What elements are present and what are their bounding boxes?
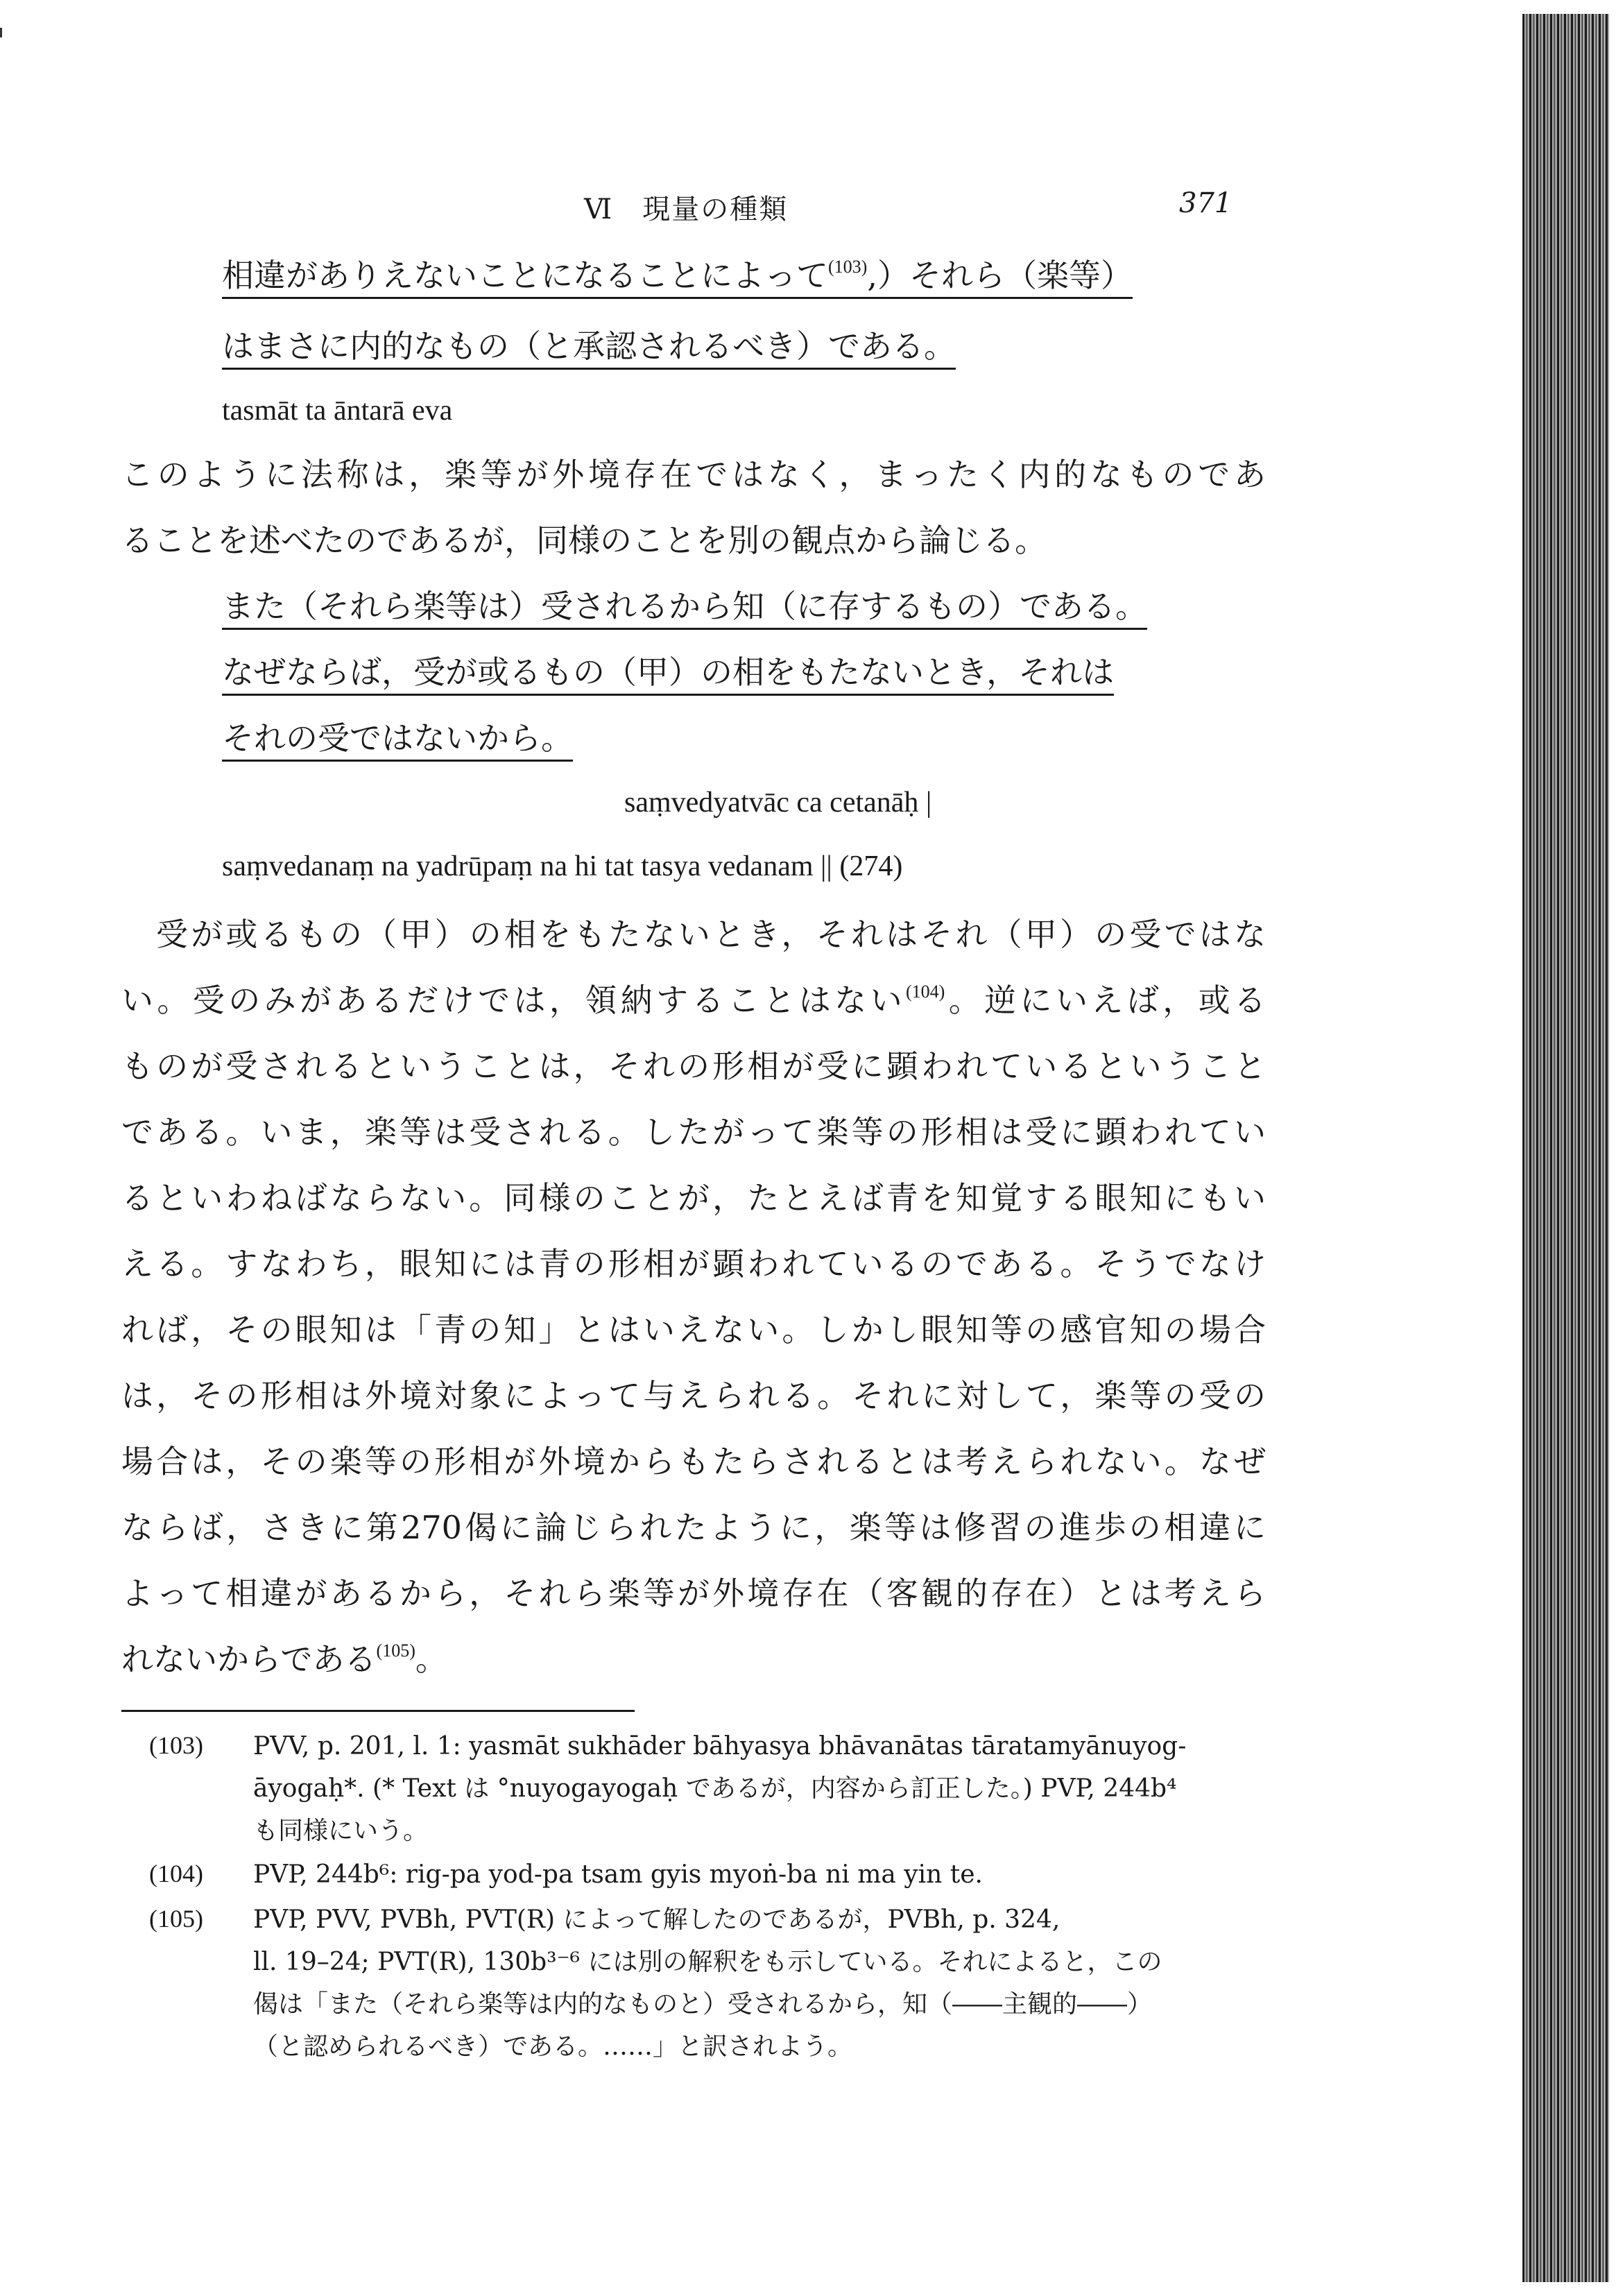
- paragraph-line: るといわねばならない。同様のことが，たとえば青を知覚する眼知にもい: [121, 1179, 1266, 1217]
- paragraph-line: このように法称は，楽等が外境存在ではなく，まったく内的なものであ: [121, 456, 1266, 493]
- chapter-title: Ⅵ 現量の種類: [584, 194, 789, 225]
- footnote-number: (103): [149, 1731, 203, 1759]
- footnote-line: āyogaḥ*. (* Text は °nuyogayogaḥ であるが，内容から訂正した。) PVP, 244b⁴: [253, 1774, 1177, 1803]
- footnote-line: 偈は「また（それら楽等は内的なものと）受されるから，知（――主観的――）: [253, 1990, 1153, 2019]
- paragraph-line: 受が或るもの（甲）の相をもたないとき，それはそれ（甲）の受ではな: [156, 916, 1266, 953]
- paragraph-line: れないからである$^{(105)}$。: [121, 1640, 447, 1678]
- sanskrit-line: tasmāt ta āntarā eva: [222, 395, 453, 427]
- paragraph-line: は，その形相は外境対象によって与えられる。それに対して，楽等の受の: [121, 1377, 1266, 1414]
- footnote-number: (105): [149, 1905, 203, 1933]
- sanskrit-line: saṃvedanaṃ na yadrūpaṃ na hi tat tasya vedanam || (274): [222, 850, 903, 882]
- scan-corner-mark: [0, 28, 9, 37]
- paragraph-line: える。すなわち，眼知には青の形相が顕われているのである。そうでなけ: [121, 1245, 1266, 1283]
- verse-line: それの受ではないから。: [222, 718, 573, 760]
- footnote-ref[interactable]: (104): [906, 982, 945, 1002]
- paragraph-line: れば，その眼知は「青の知」とはいえない。しかし眼知等の感官知の場合: [121, 1311, 1266, 1348]
- paragraph-line: ることを述べたのであるが，同様のことを別の観点から論じる。: [121, 522, 1047, 559]
- footnote-line: （と認められるべき）である。……」と訳されよう。: [253, 2032, 853, 2061]
- verse-line: [222, 255, 1133, 297]
- page-edge-shadow: [1522, 14, 1609, 2282]
- paragraph-line: 場合は，その楽等の形相が外境からもたらされるとは考えられない。なぜ: [121, 1443, 1266, 1480]
- footnote-line: PVP, PVV, PVBh, PVT(R) によって解したのであるが，PVBh, p. 324,: [253, 1905, 1060, 1934]
- footnote-line: も同様にいう。: [253, 1817, 429, 1845]
- footnote-ref[interactable]: (105): [376, 1640, 415, 1661]
- paragraph-line: である。いま，楽等は受される。したがって楽等の形相は受に顕われてい: [121, 1113, 1266, 1151]
- paragraph-line: よって相違があるから，それら楽等が外境存在（客観的存在）とは考えら: [121, 1575, 1266, 1612]
- running-header: [0, 187, 1623, 229]
- verse-line: なぜならば，受が或るもの（甲）の相をもたないとき，それは: [222, 652, 1114, 694]
- footnote-number: (104): [149, 1860, 203, 1887]
- footnote-line: ll. 19–24; PVT(R), 130b³⁻⁶ には別の解釈をも示している。それによると，この: [253, 1948, 1162, 1976]
- footnote-line: PVV, p. 201, l. 1: yasmāt sukhāder bāhyasya bhāvanātas tāratamyānuyog-: [253, 1732, 1187, 1760]
- footnote-line: PVP, 244b⁶: rig-pa yod-pa tsam gyis myoṅ-ba ni ma yin te.: [253, 1860, 983, 1889]
- underlined-verse: 相違がありえないことになることによって$^{(103)}$,）それら（楽等）: [222, 257, 1133, 299]
- paragraph-line: ならば，さきに第270偈に論じられたように，楽等は修習の進歩の相違に: [121, 1509, 1266, 1546]
- paragraph-line: い。受のみがあるだけでは，領納することはない$^{(104)}$。逆にいえば，或る: [121, 982, 1266, 1019]
- verse-line: また（それら楽等は）受されるから知（に存するもの）である。: [222, 586, 1147, 628]
- paragraph-line: ものが受されるということは，それの形相が受に顕われているということ: [121, 1047, 1266, 1085]
- page-number: 371: [1179, 187, 1233, 219]
- verse-line: はまさに内的なもの（と承認されるべき）である。: [222, 326, 956, 368]
- footnote-rule: [121, 1710, 635, 1712]
- sanskrit-line: saṃvedyatvāc ca cetanāḥ |: [624, 787, 932, 819]
- footnote-ref[interactable]: (103): [828, 257, 868, 277]
